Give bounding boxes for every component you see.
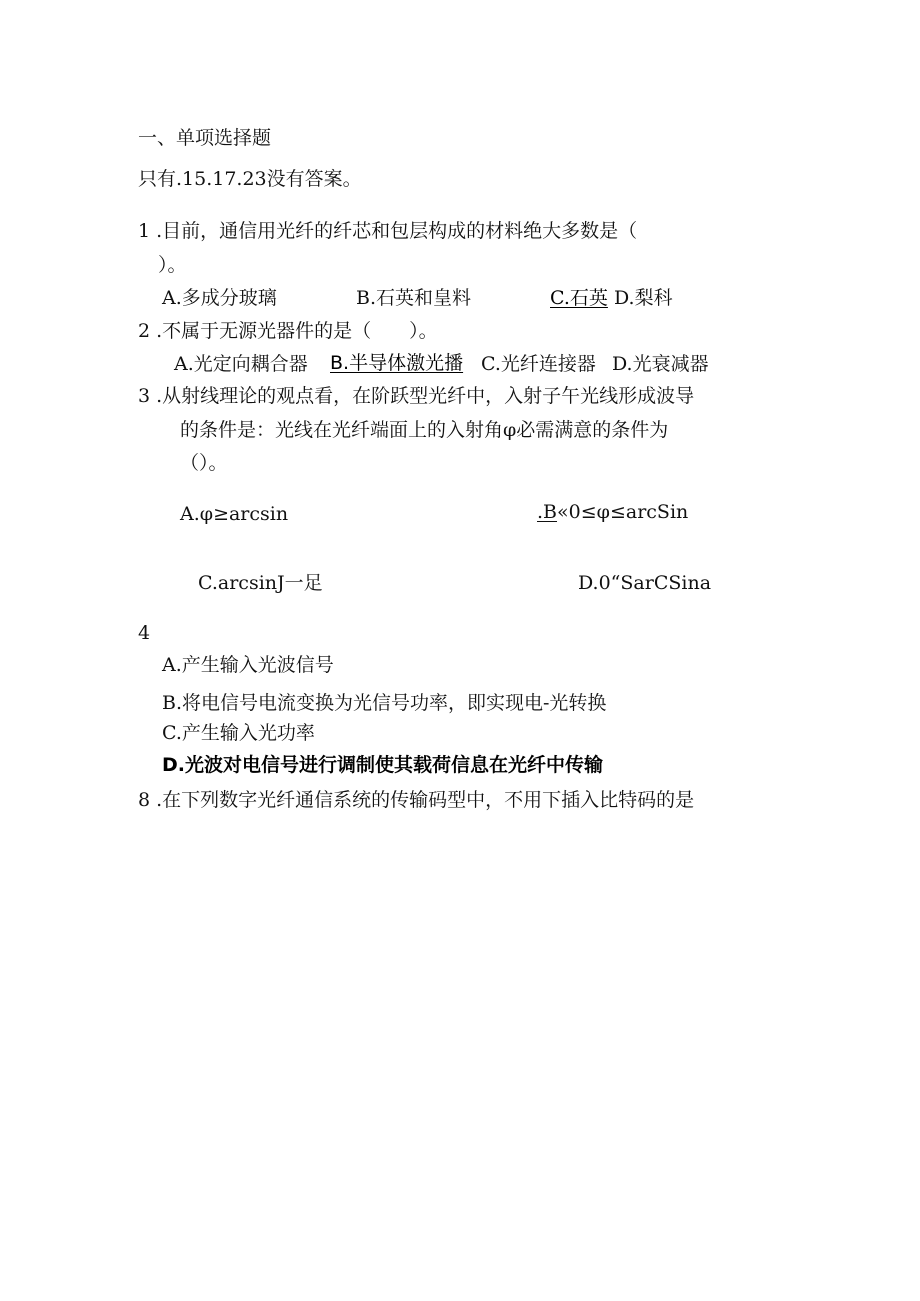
question-2-option-c: C.光纤连接器	[481, 353, 596, 375]
question-4-number: 4	[138, 622, 151, 644]
question-3-option-b-text: «0≤φ≤arcSin	[557, 501, 689, 523]
question-2-stem: 2 .不属于无源光器件的是（ ）。	[138, 320, 438, 342]
question-3-option-a: A.φ≥arcsin	[180, 503, 289, 525]
question-4-option-a: A.产生输入光波信号	[162, 654, 334, 676]
question-3-option-c: C.arcsinJ一足	[198, 572, 323, 594]
question-2-option-b: B.半导体激光播	[330, 352, 464, 374]
question-1-stem-cont: ）。	[158, 254, 187, 276]
question-3-option-b	[537, 500, 688, 524]
question-3-stem-line-3: （）。	[180, 452, 228, 474]
question-4-option-d: D.光波对电信号进行调制使其载荷信息在光纤中传输	[162, 754, 603, 776]
answer-note: 只有.15.17.23没有答案。	[138, 168, 362, 190]
question-1-option-a: A.多成分玻璃	[162, 287, 277, 309]
question-1-option-d: D.梨科	[614, 287, 673, 309]
question-4-option-c: C.产生输入光功率	[162, 722, 315, 744]
question-2-option-d: D.光衰减器	[612, 353, 709, 375]
question-1-stem: 1 .目前，通信用光纤的纤芯和包层构成的材料绝大多数是（	[138, 220, 638, 242]
question-3-stem-line-2: 的条件是：光线在光纤端面上的入射角φ必需满意的条件为	[180, 419, 669, 441]
question-8-stem: 8 .在下列数字光纤通信系统的传输码型中，不用下插入比特码的是	[138, 789, 695, 811]
question-1-option-b: B.石英和皇料	[356, 287, 472, 309]
section-title: 一、单项选择题	[138, 127, 272, 149]
question-2-option-a: A.光定向耦合器	[174, 353, 308, 375]
question-3-option-b-label: .B	[537, 501, 558, 523]
question-1-option-c: C.石英	[550, 287, 608, 309]
question-4-option-b: B.将电信号电流变换为光信号功率，即实现电-光转换	[162, 692, 607, 714]
question-3-option-d: D.0“SarCSina	[578, 572, 712, 594]
question-3-stem-line-1: 3 .从射线理论的观点看，在阶跃型光纤中，入射子午光线形成波导	[138, 385, 695, 407]
